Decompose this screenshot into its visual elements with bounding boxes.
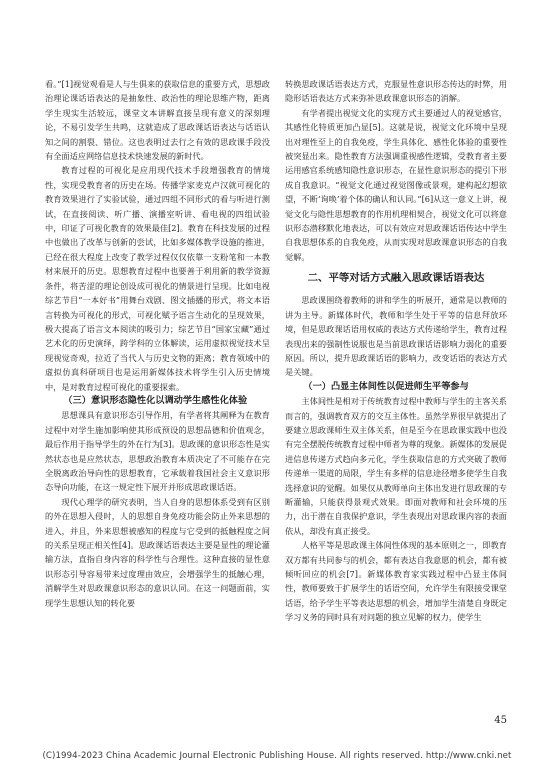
paragraph: 教育过程的可视化是应用现代技术手段增强教育的情境性，实现受教育者的历史在场。传播学家麦克卢汉就可视化的教育效果进行了实验试验，通过四组不同形式的看与听进行测试，在直接阅读、听广播、演播室听讲、看电视的四组试验中，印证了可视化教育的效果最佳[2]。教育在科技发展的过程中也做出了改革与创新的尝试，比如多媒体教学设施的推进，已经在很大程度上改变了教学过程仅仅依靠一支粉笔和一本教材来展开的历史。思想教育过程中也要善于利用新的教学资源条件，将苦涩的理论创设成可视化的情景进行呈现。比如电视综艺节目“一本好书”用舞台戏剧、图文插播的形式，将文本语言转换为可视化的形式，可视化赋予语言生动化的呈现效果，极大提高了语言文本阅读的吸引力；综艺节目“国家宝藏”通过艺术化的历史演绎，跨学科的立体解读，运用虚拟视觉技术呈现视觉奇观，拉近了当代人与历史文物的距离；教育领域中的虚拟仿真科研项目也是运用新媒体技术将学生引入历史情境中，是对教育过程可视化的重要探索。	[45, 165, 270, 392]
paragraph: 有学者提出视觉文化的实现方式主要通过人的视觉感官，其感性化特质更加凸显[5]。这就是说，视觉文化环境中呈现出对理性至上的自我免疫，学生具体化、感性化体验的重要性被突显出来。隐性教育方法强调重视感性逻辑，受教育者主要运用感官系统感知隐性意识形态，在显性意识形态的提引下形成自我意识。“视觉文化通过视觉图像或景观，建构起幻想欲望，不断‘询唤’着个体的确认和认同。”[6]从这一意义上讲，视觉文化与隐性思想教育的作用机理相契合，视觉文化可以将意识形态潜移默化地表达，可以有效应对思政课话语传达中学生自我思想体系的自我免疫，从而实现对思政课意识形态的自我觉解。	[285, 107, 507, 262]
paragraph: 思政课围绕着教师的讲和学生的听展开，通常是以教师的讲为主导。新媒体时代，教师和学生处于平等的信息拜放环境，但是思政课话语用权威的表达方式传递给学生，教育过程表现出来的强制性说服也是当前思政课话语影响力弱化的重要原因。所以，提升思政课话语的影响力，改变话语的表达方式是关键。	[285, 295, 507, 378]
right-column	[285, 77, 507, 625]
subsection-heading: （一）凸显主体间性以促进师生平等参与	[303, 380, 469, 392]
page-number: 45	[494, 715, 507, 726]
paragraph: 现代心理学的研究表明，当人自身的思想体系受到有区别的外在思想入侵时，人的思想自身免疫功能会防止外来思想的进入，并且，外来思想被感知的程度与它受到的抵触程度之间的关系呈现正相关性[4]。思政课话语表达主要是显性的理论灌输方法，直指自身内容的科学性与合理性。这种直接的显性意识形态引导容易带来过度理由效应，会增强学生的抵触心理，消解学生对思政课意识形态的意识认同。在这一问题面前，实现学生思想认知的转化要	[45, 496, 270, 608]
paragraph: 思想课具有意识形态引导作用，有学者将其阐释为在教育过程中对学生施加影响使其形成预设的思想品德和价值观念，最后作用于指导学生的外在行为[3]。思政课的意识形态性是实然状态也是应然状态，思想政治教育本质决定了不可能存在完全脱离政治导向性的思想教育，它承载着我国社会主义意识形态导向功能，在这一规定性下展开并形成思政课话语。	[45, 410, 270, 493]
left-column	[45, 77, 270, 610]
paragraph: 主体间性是相对于传统教育过程中教师与学生的主客关系而言的，强调教育双方的交互主体性。虽然学界很早就提出了要建立思政课师生双主体关系，但是至今在思政课实践中也没有完全摆脱传统教育过程中师者为尊的现象。新媒体的发展促进信息传递方式趋向多元化，学生获取信息的方式突破了教师传递单一渠道的局限，学生有多样的信息途径增多使学生自我选择意识的觉醒。如果仅从教师单向主体出发进行思政课的专断灌输，只能获得景观式效果。即面对教师和社会环境的压力，出于潜在自我保护意识，学生表现出对思政课内容的表面依从，却没有真正接受。	[285, 396, 507, 536]
paragraph: 转换思政课话语表达方式，克服显性意识形态传达的时弊，用隐形话语表达方式来弥补思政课意识形态的消解。	[285, 79, 507, 104]
paragraph: 人格平等是思政课主体间性体现的基本原则之一，即教育双方都有共同参与的机会，都有表达自我意愿的机会，都有被倾听回应的机会[7]。新媒体教育家实践过程中凸显主体间性，教师要致于扩展学生的话语空间，允许学生有限接受课堂话语，给予学生平等表达思想的机会，增加学生清楚自身既定学习义务的同时具有对问题的独立见解的权力，使学生	[285, 540, 507, 623]
paragraph: 看。”[1]视觉观看是人与生俱来的获取信息的重要方式，思想政治理论课话语表达的是抽象性、政治性的理论思维产物，距离学生现实生活较远，课堂文本讲解直接呈现有意义的深刻理论，不易引发学生共鸣，这就造成了思政课话语表达与话语认知之间的割裂、错位。这也表明过去行之有效的思政课手段没有全面适应网络信息技术快速发展的新时代。	[45, 79, 270, 162]
copyright-footer: (C)1994-2023 China Academic Journal Electronic Publishing House. All rights reserved. http://www.cnki.net	[42, 751, 512, 761]
section-heading: 二、平等对话方式融入思政课话语表达	[307, 272, 485, 285]
subsection-heading: （三）意识形态隐性化以调动学生感性化体验	[63, 394, 248, 406]
